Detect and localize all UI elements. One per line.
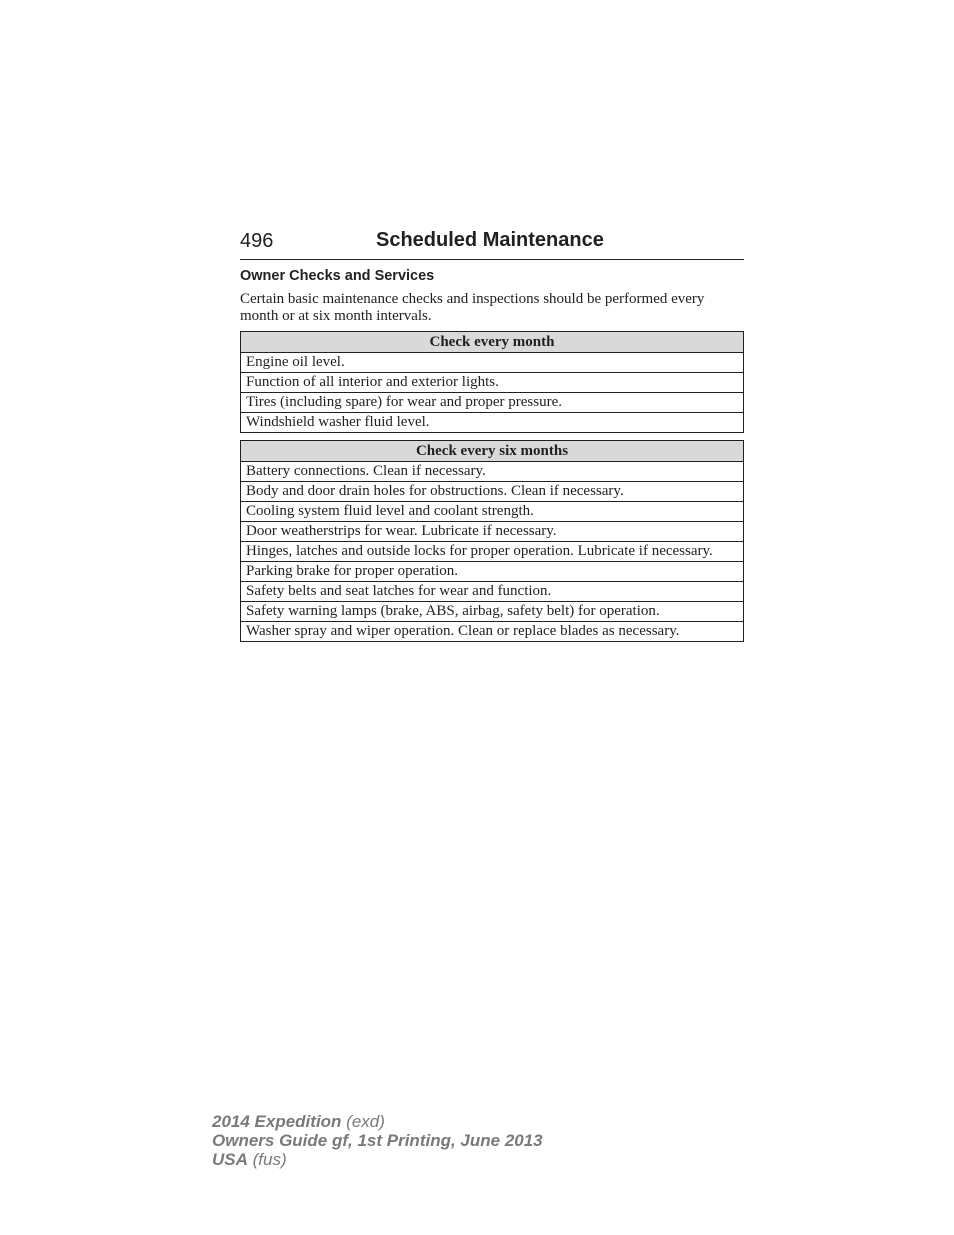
- table-cell: Safety belts and seat latches for wear and function.: [241, 582, 744, 602]
- six-months-heading: Check every six months: [241, 441, 744, 462]
- table-cell: Parking brake for proper operation.: [241, 562, 744, 582]
- footer-line-2: [212, 1131, 543, 1150]
- footer-market: USA: [212, 1150, 248, 1169]
- table-cell: Function of all interior and exterior lights.: [241, 373, 744, 393]
- table-row: [241, 562, 744, 582]
- table-cell: Tires (including spare) for wear and proper pressure.: [241, 393, 744, 413]
- table-row: [241, 393, 744, 413]
- table-row: [241, 522, 744, 542]
- table-row: [241, 482, 744, 502]
- monthly-checks-table: [240, 331, 744, 433]
- page-number: 496: [240, 230, 274, 252]
- page-header: [240, 228, 744, 260]
- table-row: [241, 602, 744, 622]
- table-row: [241, 373, 744, 393]
- footer-guide: Owners Guide gf, 1st Printing, June 2013: [212, 1131, 543, 1150]
- monthly-heading: Check every month: [241, 332, 744, 353]
- table-row: [241, 502, 744, 522]
- six-month-checks-table: [240, 440, 744, 642]
- table-row: [241, 413, 744, 433]
- section-title: Scheduled Maintenance: [376, 229, 604, 251]
- table-header-row: [241, 332, 744, 353]
- table-cell: Body and door drain holes for obstructions. Clean if necessary.: [241, 482, 744, 502]
- table-cell: Door weatherstrips for wear. Lubricate if necessary.: [241, 522, 744, 542]
- table-cell: Hinges, latches and outside locks for proper operation. Lubricate if necessary.: [241, 542, 744, 562]
- footer: [212, 1112, 543, 1169]
- table-cell: Safety warning lamps (brake, ABS, airbag, safety belt) for operation.: [241, 602, 744, 622]
- table-cell: Cooling system fluid level and coolant strength.: [241, 502, 744, 522]
- table-cell: Windshield washer fluid level.: [241, 413, 744, 433]
- table-cell: Battery connections. Clean if necessary.: [241, 462, 744, 482]
- table-row: [241, 353, 744, 373]
- table-row: [241, 462, 744, 482]
- table-cell: Engine oil level.: [241, 353, 744, 373]
- footer-line-3: [212, 1150, 543, 1169]
- footer-model-code: (exd): [341, 1112, 385, 1131]
- table-row: [241, 622, 744, 642]
- table-row: [241, 542, 744, 562]
- table-cell: Washer spray and wiper operation. Clean or replace blades as necessary.: [241, 622, 744, 642]
- subheading: Owner Checks and Services: [240, 268, 435, 284]
- intro-paragraph: Certain basic maintenance checks and inspections should be performed every month or at six month intervals.: [240, 291, 705, 324]
- footer-line-1: [212, 1112, 543, 1131]
- footer-market-code: (fus): [247, 1150, 287, 1169]
- table-header-row: [241, 441, 744, 462]
- table-row: [241, 582, 744, 602]
- footer-model: 2014 Expedition: [212, 1112, 342, 1131]
